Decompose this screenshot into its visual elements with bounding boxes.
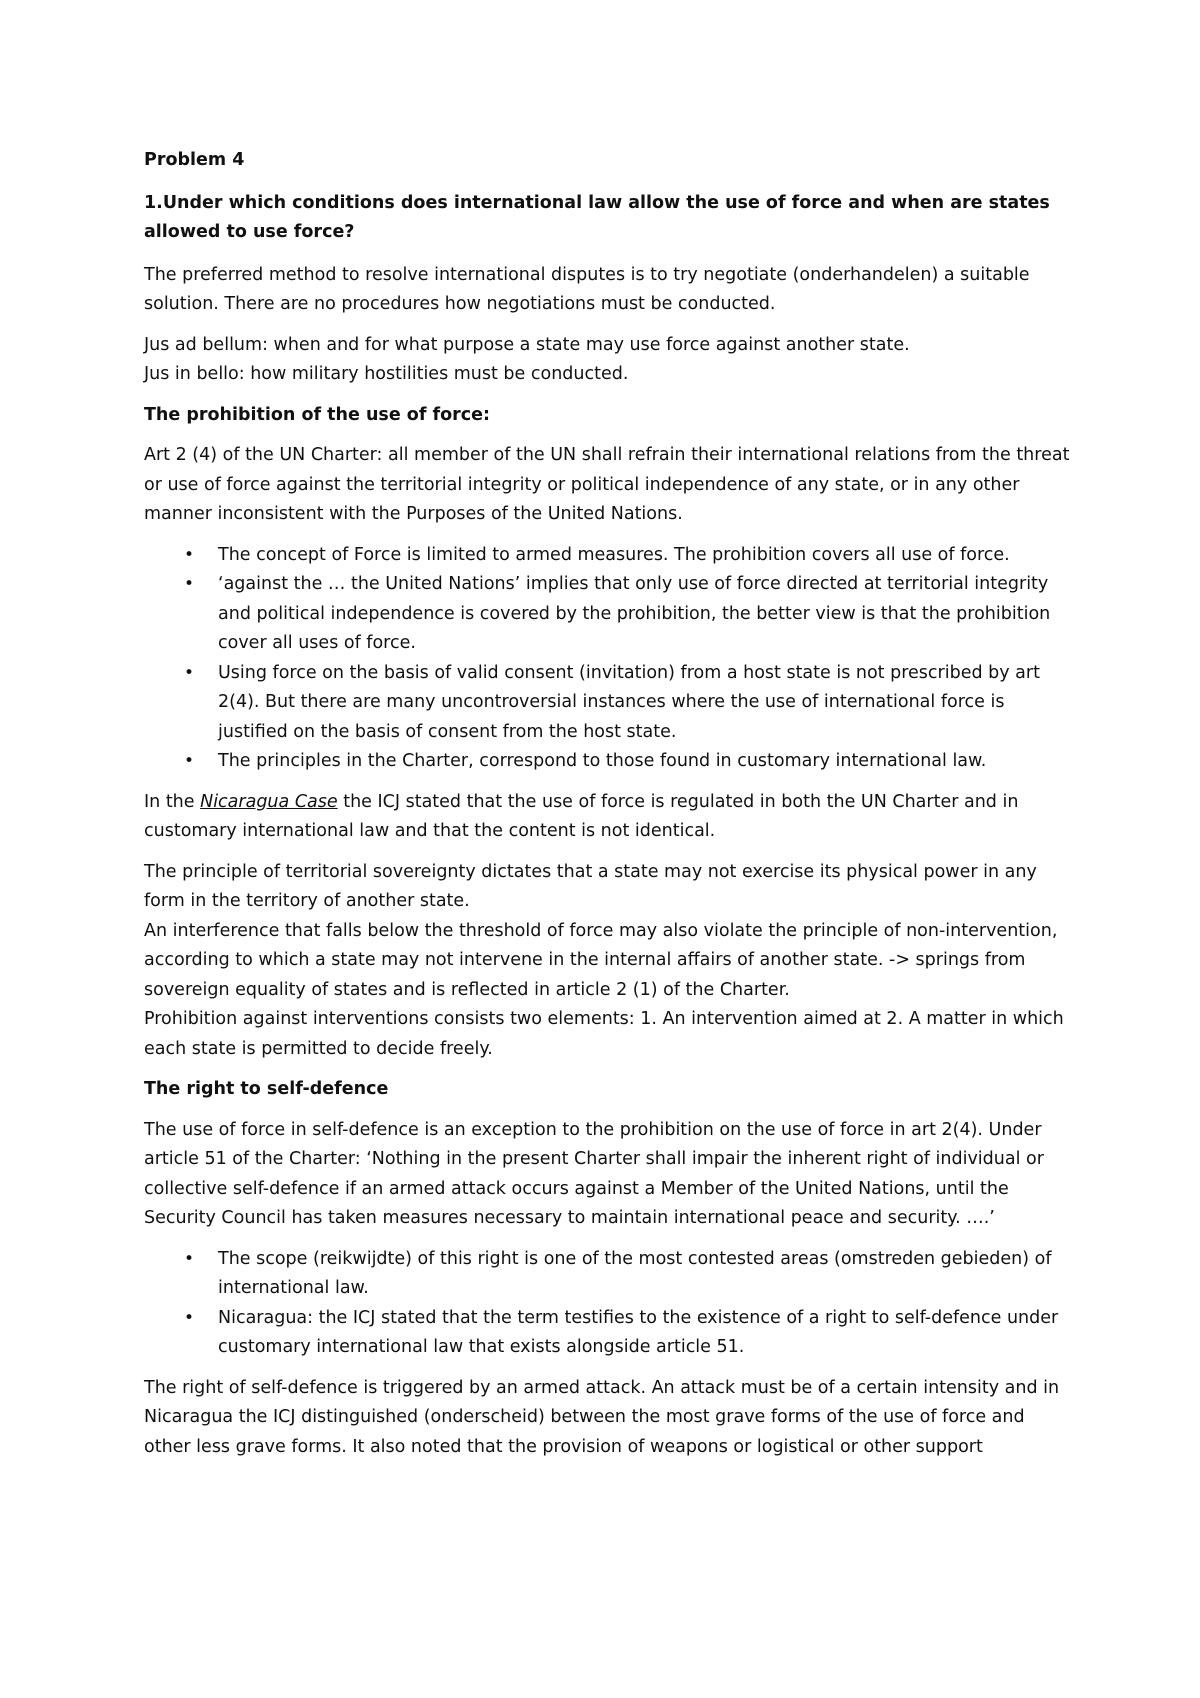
self-defence-bullet-list [144,1245,1070,1363]
question-heading: 1.Under which conditions does international law allow the use of force and when are states allowed to use force? [144,192,1050,242]
list-item: • The principles in the Charter, correspond to those found in customary international law. [144,747,1070,777]
list-item: • The scope (reikwijdte) of this right is one of the most contested areas (omstreden gebieden) of international law. [144,1245,1070,1304]
armed-attack-paragraph: The right of self-defence is triggered by an armed attack. An attack must be of a certain intensity and in Nicaragua the ICJ distinguished (onderscheid) between the most grave forms of the use of force and other less grave forms. It also noted that the provision of weapons or logistical or other support [144,1377,1060,1457]
list-item: • The concept of Force is limited to armed measures. The prohibition covers all use of force. [144,541,1070,571]
list-item: • Using force on the basis of valid consent (invitation) from a host state is not prescribed by art 2(4). But there are many uncontroversial instances where the use of international force is justified on the basis of consent from the host state. [144,659,1070,748]
document-title: Problem 4 [144,150,245,170]
nicaragua-prefix: In the [144,791,201,812]
sovereignty-paragraph [144,858,1070,1065]
prohibition-bullet-list [144,541,1070,777]
non-intervention-line: An interference that falls below the threshold of force may also violate the principle of non-intervention, according to which a state may not intervene in the internal affairs of another state. -> springs from sovereign equality of states and is reflected in article 2 (1) of the Charter. [144,920,1058,1000]
list-item: • ‘against the … the United Nations’ implies that only use of force directed at territorial integrity and political independence is covered by the prohibition, the better view is that the prohibition cover all uses of force. [144,570,1070,659]
prohibition-heading: The prohibition of the use of force: [144,404,491,425]
nicaragua-suffix: the ICJ stated that the use of force is regulated in both the UN Charter and in customary international law and that the content is not identical. [144,791,1019,841]
art-2-4-paragraph: Art 2 (4) of the UN Charter: all member of the UN shall refrain their international relations from the threat or use of force against the territorial integrity or political independence of any state, or in any other manner inconsistent with the Purposes of the United Nations. [144,445,1070,524]
jus-ad-bellum-line: Jus ad bellum: when and for what purpose a state may use force against another state. [144,334,910,355]
nicaragua-case-link[interactable]: Nicaragua Case [200,791,338,812]
art-51-paragraph: The use of force in self-defence is an exception to the prohibition on the use of force in art 2(4). Under article 51 of the Charter: ‘Nothing in the present Charter shall impair the inherent right of individual or collective self-defence if an armed attack occurs against a Member of the United Nations, until the Security Council has taken measures necessary to maintain international peace and security. ….’ [144,1119,1044,1228]
list-item: • Nicaragua: the ICJ stated that the term testifies to the existence of a right to self-defence under customary international law that exists alongside article 51. [144,1304,1070,1363]
intervention-elements-line: Prohibition against interventions consists two elements: 1. An intervention aimed at 2. A matter in which each state is permitted to decide freely. [144,1009,1064,1059]
nicaragua-paragraph [144,788,1070,847]
sovereignty-line: The principle of territorial sovereignty dictates that a state may not exercise its physical power in any form in the territory of another state. [144,861,1037,911]
self-defence-heading: The right to self-defence [144,1079,389,1099]
jus-in-bello-line: Jus in bello: how military hostilities must be conducted. [144,364,629,384]
jus-paragraph [144,331,1070,390]
negotiation-paragraph: The preferred method to resolve international disputes is to try negotiate (onderhandelen) a suitable solution. There are no procedures how negotiations must be conducted. [144,264,1030,314]
